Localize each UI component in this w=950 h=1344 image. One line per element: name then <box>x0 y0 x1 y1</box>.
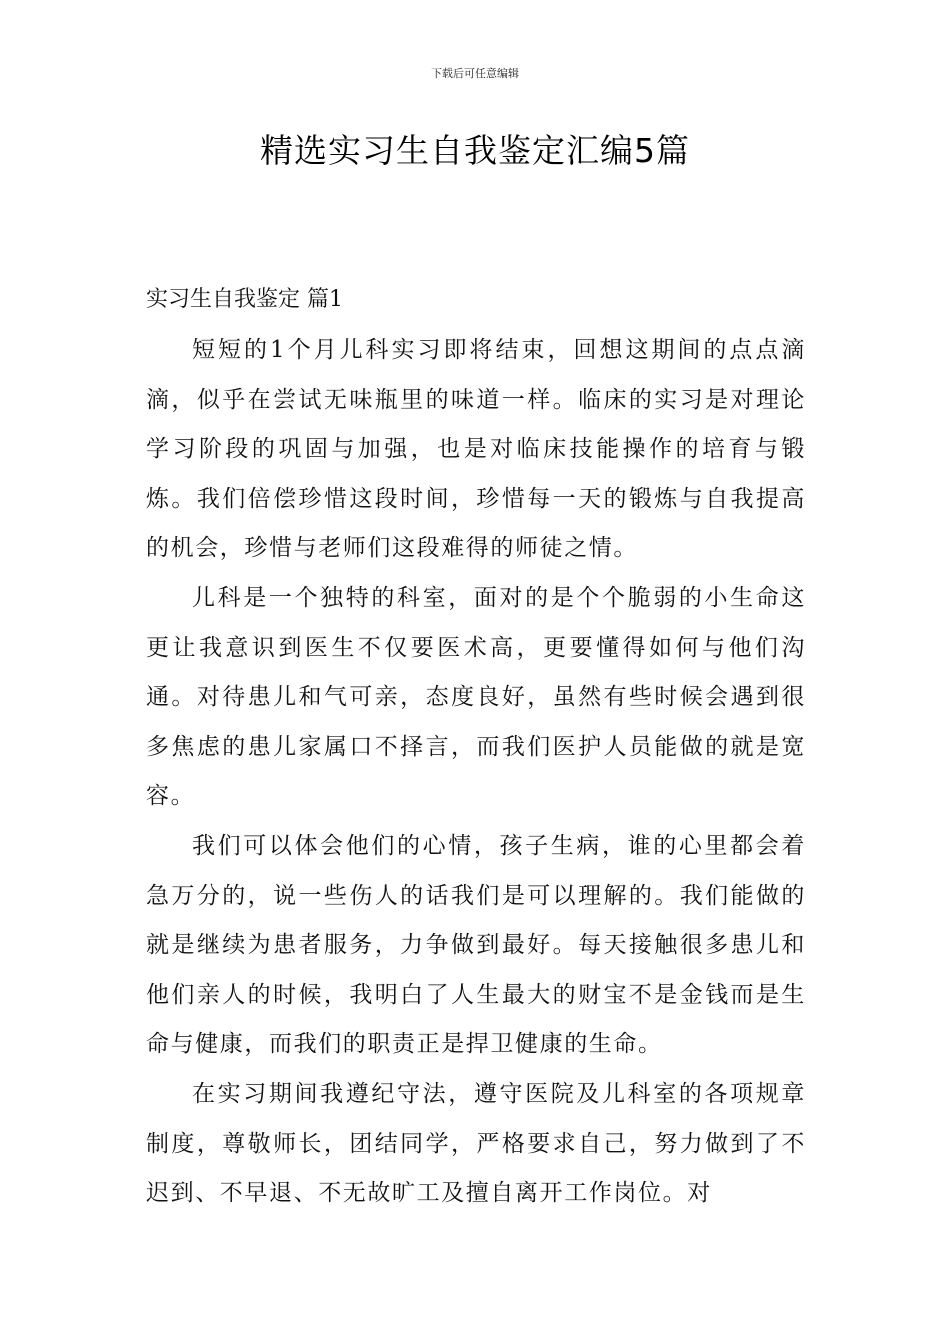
paragraph: 儿科是一个独特的科室，面对的是个个脆弱的小生命这更让我意识到医生不仅要医术高，更要懂得如何与他们沟通。对待患儿和气可亲，态度良好，虽然有些时候会遇到很多焦虑的患儿家属口不择言，而我们医护人员能做的就是宽容。 <box>146 584 806 810</box>
paragraph: 我们可以体会他们的心情，孩子生病，谁的心里都会着急万分的，说一些伤人的话我们是可以理解的。我们能做的就是继续为患者服务，力争做到最好。每天接触很多患儿和他们亲人的时候，我明白了人生最大的财宝不是金钱而是生命与健康，而我们的职责正是捍卫健康的生命。 <box>146 832 806 1058</box>
paragraph: 短短的1个月儿科实习即将结束，回想这期间的点点滴滴，似乎在尝试无味瓶里的味道一样。临床的实习是对理论学习阶段的巩固与加强，也是对临床技能操作的培育与锻炼。我们倍偿珍惜这段时间，珍惜每一天的锻炼与自我提高的机会，珍惜与老师们这段难得的师徒之情。 <box>146 337 806 562</box>
header-note: 下载后可任意编辑 <box>431 67 519 80</box>
document-body <box>146 326 806 1219</box>
paragraph: 在实习期间我遵纪守法，遵守医院及儿科室的各项规章制度，尊敬师长，团结同学，严格要求自己，努力做到了不迟到、不早退、不无故旷工及擅自离开工作岗位。对 <box>146 1080 806 1207</box>
document-title: 精选实习生自我鉴定汇编5篇 <box>260 131 690 170</box>
section-heading: 实习生自我鉴定 篇1 <box>146 287 343 312</box>
